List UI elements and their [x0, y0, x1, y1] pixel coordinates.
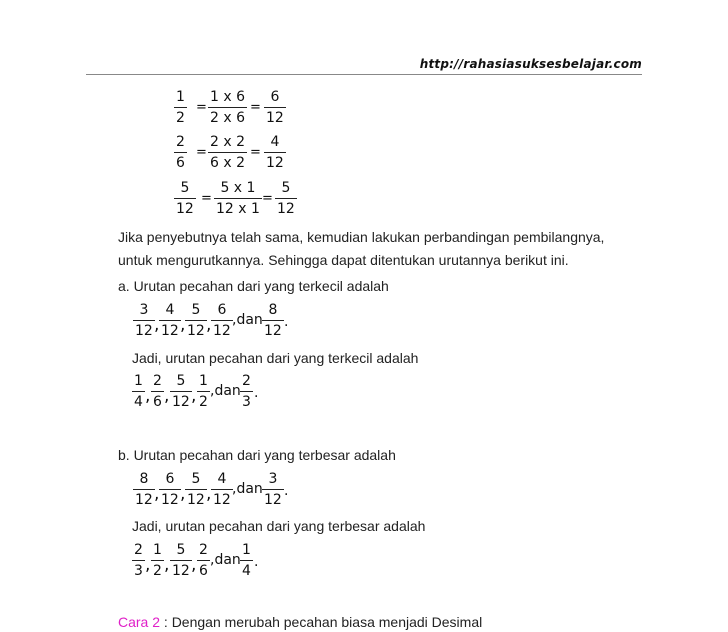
fraction: 6 12 [213, 302, 231, 339]
fraction: 8 12 [135, 471, 153, 508]
cara2-heading [118, 613, 482, 632]
period: . [284, 314, 289, 330]
header-url: http://rahasiasuksesbelajar.com [419, 57, 642, 71]
fraction: 5 12 [277, 180, 295, 217]
dan-word: ,dan [232, 481, 263, 497]
comma: , [206, 315, 212, 335]
fraction: 2 6 [199, 542, 208, 579]
equals-sign: = [196, 100, 207, 115]
paragraph-line: Jika penyebutnya telah sama, kemudian lakukan perbandingan pembilangnya, [118, 229, 605, 245]
fraction: 4 12 [213, 471, 231, 508]
fraction: 3 12 [264, 471, 282, 508]
comma: , [164, 555, 170, 575]
section-b-title: b. Urutan pecahan dari yang terbesar adalah [118, 447, 396, 463]
period: . [254, 385, 259, 401]
comma: , [191, 386, 197, 406]
cara2-label: Cara 2 [118, 614, 161, 630]
equals-sign: = [250, 100, 261, 115]
comma: , [180, 484, 186, 504]
fraction: 6 12 [161, 471, 179, 508]
header-rule [86, 74, 642, 75]
equals-sign: = [250, 145, 261, 160]
fraction: 4 12 [161, 302, 179, 339]
comma: , [154, 315, 160, 335]
fraction: 8 12 [264, 302, 282, 339]
fraction: 5 12 [172, 542, 190, 579]
fraction: 5 12 [172, 373, 190, 410]
comma: , [206, 484, 212, 504]
fraction: 5 x 1 12 x 1 [216, 180, 260, 217]
comma: , [145, 386, 151, 406]
comma: , [180, 315, 186, 335]
fraction: 1 x 6 2 x 6 [210, 89, 245, 126]
dan-word: ,dan [210, 552, 241, 568]
equals-sign: = [196, 145, 207, 160]
comma: , [191, 555, 197, 575]
equals-sign: = [262, 191, 273, 206]
fraction: 2 3 [134, 542, 143, 579]
comma: , [145, 555, 151, 575]
fraction: 2 6 [153, 373, 162, 410]
fraction: 2 3 [242, 373, 251, 410]
cara2-description: : Dengan merubah pecahan biasa menjadi Desimal [160, 614, 483, 630]
dan-word: ,dan [210, 383, 241, 399]
section-a-result: Jadi, urutan pecahan dari yang terkecil adalah [132, 350, 419, 366]
period: . [284, 483, 289, 499]
equals-sign: = [201, 191, 212, 206]
fraction: 2 x 2 6 x 2 [210, 134, 245, 171]
fraction: 4 12 [266, 134, 284, 171]
fraction: 3 12 [135, 302, 153, 339]
fraction: 1 2 [176, 89, 185, 126]
fraction: 2 6 [176, 134, 185, 171]
fraction: 5 12 [176, 180, 194, 217]
comma: , [164, 386, 170, 406]
dan-word: ,dan [232, 312, 263, 328]
paragraph-line: untuk mengurutkannya. Sehingga dapat ditentukan urutannya berikut ini. [118, 252, 569, 268]
period: . [254, 554, 259, 570]
fraction: 1 2 [153, 542, 162, 579]
fraction: 5 12 [187, 471, 205, 508]
fraction: 5 12 [187, 302, 205, 339]
section-a-title: a. Urutan pecahan dari yang terkecil adalah [118, 278, 389, 294]
section-b-result: Jadi, urutan pecahan dari yang terbesar adalah [132, 518, 426, 534]
fraction: 1 4 [134, 373, 143, 410]
fraction: 1 2 [199, 373, 208, 410]
fraction: 6 12 [266, 89, 284, 126]
fraction: 1 4 [242, 542, 251, 579]
comma: , [154, 484, 160, 504]
